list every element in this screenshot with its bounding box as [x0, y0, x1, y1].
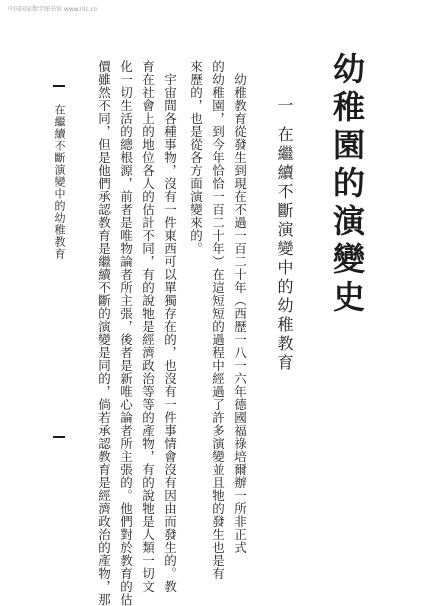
body-line: 育在社會上的地位各人的估計不同，有的說牠是經濟政治等等的產物，有的說牠是人類一切文: [140, 60, 156, 593]
chapter-title: 幼稚園的演變史: [328, 52, 366, 318]
body-line: 來歷的，也是從各方面演變來的。: [188, 60, 204, 255]
side-marker-bottom: [53, 436, 65, 438]
section-number: 一: [275, 97, 294, 113]
side-marker-top: [53, 85, 65, 87]
body-line: 的幼稚園，到今年恰恰一百二十年）在這短短的過程中經過了許多演變並且牠的發生也是有: [210, 60, 226, 580]
library-watermark: 中国国家数字图书馆 www.nlc.cn: [8, 6, 98, 13]
body-line: 價雖然不同，但是他們承認教育是繼續不斷的演變是同的，倘若承認教育是經濟政治的產物，那: [96, 60, 112, 606]
body-line: 幼稚教育從發生到現在不過一百二十年（西歷一八一六年德國福祿培爾辦一所非正式: [232, 60, 248, 554]
running-header: 在繼續不斷演變中的幼稚教育: [53, 104, 66, 260]
section-heading: 在繼續不斷演變中的幼稚教育: [275, 126, 294, 373]
body-line: 宇宙間各種事物，沒有一件東西可以單獨存在的，也沒有一件事情會沒有因由而發生的。教: [162, 60, 178, 593]
body-line: 化一切生活的總根源，前者是唯物論者所主張，後者是新唯心論者所主張的。他們對於教育的估: [118, 60, 134, 606]
